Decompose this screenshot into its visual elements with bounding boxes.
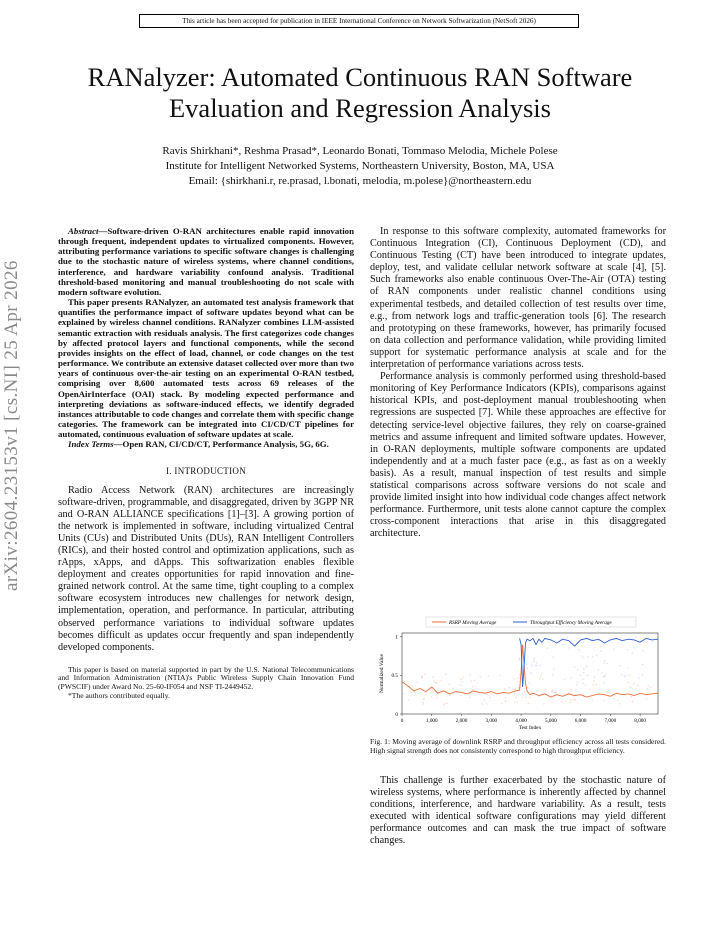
throughput-raw-point	[652, 641, 653, 642]
rsrp-raw-point	[490, 697, 491, 698]
rsrp-raw-point	[604, 682, 605, 683]
rsrp-raw-point	[637, 685, 638, 686]
rsrp-raw-point	[604, 700, 605, 701]
rsrp-raw-point	[517, 701, 518, 702]
throughput-raw-point	[601, 673, 602, 674]
rsrp-raw-point	[577, 681, 578, 682]
rsrp-raw-point	[570, 677, 571, 678]
x-tick-label: 5,000	[545, 718, 557, 724]
y-tick-label: 0	[395, 711, 398, 718]
rsrp-raw-point	[422, 675, 423, 676]
rsrp-raw-point	[432, 676, 433, 677]
y-tick-label: 1	[395, 634, 398, 641]
throughput-raw-point	[592, 656, 593, 657]
rsrp-raw-point	[529, 697, 530, 698]
rsrp-raw-point	[555, 692, 556, 693]
rsrp-raw-point	[461, 681, 462, 682]
throughput-raw-point	[533, 659, 534, 660]
rsrp-raw-point	[527, 687, 528, 688]
throughput-raw-point	[553, 668, 554, 669]
throughput-raw-point	[577, 669, 578, 670]
rsrp-raw-point	[522, 697, 523, 698]
throughput-raw-point	[583, 668, 584, 669]
rsrp-raw-point	[650, 687, 651, 688]
rsrp-raw-point	[434, 682, 435, 683]
throughput-raw-point	[605, 674, 606, 675]
rsrp-raw-point	[479, 676, 480, 677]
legend-label-rsrp: RSRP Moving Average	[449, 620, 497, 626]
rsrp-raw-point	[418, 693, 419, 694]
abstract-paragraph-1	[58, 226, 354, 297]
throughput-raw-point	[574, 667, 575, 668]
throughput-raw-point	[604, 660, 605, 661]
index-terms-label: Index Terms	[68, 439, 114, 450]
throughput-raw-point	[536, 662, 537, 663]
x-tick-label: 2,000	[455, 718, 468, 724]
rsrp-raw-point	[603, 676, 604, 677]
rsrp-raw-point	[518, 677, 519, 678]
rsrp-raw-point	[607, 691, 608, 692]
rsrp-raw-point	[422, 703, 423, 704]
rsrp-raw-point	[596, 684, 597, 685]
rsrp-raw-point	[630, 687, 631, 688]
rsrp-raw-point	[573, 699, 574, 700]
rsrp-raw-point	[628, 691, 629, 692]
right-column	[370, 226, 666, 540]
rsrp-raw-point	[472, 686, 473, 687]
throughput-raw-point	[583, 657, 584, 658]
rsrp-raw-point	[445, 674, 446, 675]
right-paragraph-2: Performance analysis is commonly performed using threshold-based monitoring of Key Performance Indicators (KPIs), comparisons against historical KPIs, and post-deployment manual troubleshooting when regressions are suspected [7]. While these approaches are effective for detecting service-level objective failures, they rely on coarse-grained metrics and assume infrequent and limited software updates. However, in O-RAN deployments, multiple software components are updated independently and at a much faster pace (e.g., as fast as on a weekly basis). As a result, manual inspection of test results and simple statistical comparisons across software versions do not scale and provide limited insight into how individual code changes affect network performance. Furthermore, unit tests alone cannot capture the complex cross-component interactions that arise in this disaggregated architecture.	[370, 371, 666, 540]
rsrp-raw-point	[540, 676, 541, 677]
throughput-raw-point	[627, 649, 628, 650]
throughput-raw-point	[592, 639, 593, 640]
email-line: Email: {shirkhani.r, re.prasad, l.bonati, melodia, m.polese}@northeastern.edu	[188, 175, 532, 187]
x-tick-label: 6,000	[574, 718, 587, 724]
rsrp-raw-point	[505, 697, 506, 698]
rsrp-raw-point	[582, 683, 583, 684]
rsrp-raw-point	[473, 689, 474, 690]
rsrp-raw-point	[585, 684, 586, 685]
rsrp-raw-point	[614, 699, 615, 700]
rsrp-raw-point	[515, 697, 516, 698]
throughput-raw-point	[526, 664, 527, 665]
rsrp-raw-point	[482, 703, 483, 704]
rsrp-raw-point	[575, 699, 576, 700]
rsrp-raw-point	[431, 697, 432, 698]
intro-paragraph-1: Radio Access Network (RAN) architectures are increasingly software-driven, programmable, and disaggregated, driven by 3GPP NR and O-RAN ALLIANCE specifications [1]–[3]. A growing portion of the network is implemented in software, including virtualized Central Units (CUs) and Distributed Units (DUs), RAN Intelligent Controllers (RICs), and their hosted control and optimization applications, such as rApps, xApps, and dApps. This softwarization enables flexible deployment and creates opportunities for rapid innovation and fine-grained network control. At the same time, tight coupling to a complex software ecosystem introduces new challenges for network design, implementation, operation, and performance. In particular, attributing observed performance variations to individual software updates becomes difficult as updates occur frequently and span independently developed components.	[58, 484, 354, 653]
throughput-raw-point	[633, 647, 634, 648]
rsrp-raw-point	[403, 693, 404, 694]
rsrp-raw-point	[647, 685, 648, 686]
author-names: Ravis Shirkhani*, Reshma Prasad*, Leonardo Bonati, Tommaso Melodia, Michele Polese	[162, 145, 558, 157]
rsrp-raw-point	[470, 675, 471, 676]
throughput-raw-point	[635, 636, 636, 637]
throughput-raw-point	[562, 644, 563, 645]
rsrp-raw-point	[537, 691, 538, 692]
throughput-raw-point	[606, 663, 607, 664]
throughput-raw-point	[600, 651, 601, 652]
rsrp-raw-point	[423, 699, 424, 700]
throughput-raw-point	[533, 661, 534, 662]
rsrp-raw-point	[576, 684, 577, 685]
rsrp-raw-point	[460, 695, 461, 696]
rsrp-raw-point	[415, 693, 416, 694]
rsrp-raw-point	[433, 680, 434, 681]
rsrp-raw-point	[491, 693, 492, 694]
rsrp-raw-point	[539, 678, 540, 679]
rsrp-raw-point	[518, 687, 519, 688]
rsrp-raw-point	[529, 682, 530, 683]
throughput-raw-point	[536, 665, 537, 666]
throughput-raw-point	[587, 675, 588, 676]
rsrp-raw-point	[528, 702, 529, 703]
index-terms	[58, 439, 354, 449]
rsrp-raw-point	[449, 695, 450, 696]
throughput-raw-point	[642, 650, 643, 651]
rsrp-raw-point	[460, 685, 461, 686]
left-column	[58, 226, 354, 700]
figure-1-caption: Fig. 1: Moving average of downlink RSRP and throughput efficiency across all tests considered. High signal strength does not consistently correspond to high throughput efficiency.	[370, 737, 666, 755]
rsrp-raw-point	[487, 694, 488, 695]
rsrp-raw-point	[592, 700, 593, 701]
throughput-raw-point	[527, 668, 528, 669]
rsrp-raw-point	[444, 703, 445, 704]
rsrp-raw-point	[424, 673, 425, 674]
throughput-raw-point	[578, 649, 579, 650]
rsrp-raw-point	[631, 696, 632, 697]
rsrp-raw-point	[472, 693, 473, 694]
x-tick-label: 1,000	[425, 718, 438, 724]
rsrp-raw-point	[621, 674, 622, 675]
rsrp-raw-point	[474, 680, 475, 681]
rsrp-raw-point	[501, 703, 502, 704]
rsrp-raw-point	[448, 684, 449, 685]
throughput-raw-point	[580, 655, 581, 656]
rsrp-raw-point	[453, 688, 454, 689]
rsrp-raw-point	[570, 699, 571, 700]
rsrp-raw-point	[593, 680, 594, 681]
rsrp-raw-point	[509, 687, 510, 688]
throughput-raw-point	[582, 678, 583, 679]
publication-banner: This article has been accepted for publication in IEEE International Conference on Network Softwarization (NetSoft 2026)	[139, 14, 579, 28]
rsrp-raw-point	[423, 698, 424, 699]
throughput-raw-point	[586, 665, 587, 666]
throughput-raw-point	[583, 642, 584, 643]
rsrp-raw-point	[423, 702, 424, 703]
rsrp-raw-point	[504, 688, 505, 689]
rsrp-raw-point	[441, 680, 442, 681]
throughput-raw-point	[579, 650, 580, 651]
throughput-raw-point	[571, 639, 572, 640]
affiliation: Institute for Intelligent Networked Systems, Northeastern University, Boston, MA, USA	[165, 160, 555, 172]
rsrp-raw-point	[633, 683, 634, 684]
throughput-raw-point	[580, 675, 581, 676]
right-paragraph-1: In response to this software complexity, automated frameworks for Continuous Integration (CI), Continuous Deployment (CD), and Continuous Testing (CT) have been introduced to integrate updates, deploy, test, and validate cellular network software at scale [4], [5]. Such frameworks also enable continuous Over-The-Air (OTA) testing of RAN components under realistic channel conditions using experimental testbeds, and detailed collection of test results over time, e.g., from network logs and traffic-generation tools [6]. The research and prototyping on these frameworks, however, has primarily focused on data collection and performance validation, while providing limited support for systematic performance analysis at scale and for the interpretation of performance variations across tests.	[370, 226, 666, 371]
x-tick-label: 4,000	[515, 718, 527, 724]
throughput-raw-point	[530, 672, 531, 673]
rsrp-raw-point	[413, 691, 414, 692]
throughput-raw-point	[531, 666, 532, 667]
arxiv-stamp: arXiv:2604.23153v1 [cs.NI] 25 Apr 2026	[1, 260, 22, 591]
footnote-funding: This paper is based on material supported in part by the U.S. National Telecommunications and Information Administration (NTIA)'s Public Wireless Supply Chain Innovation Fund (PWSCIF) under Award No. 25-60-IF054 and NSF TI-2449452.	[58, 664, 354, 692]
x-axis-label: Test Index	[518, 725, 542, 731]
rsrp-raw-point	[499, 675, 500, 676]
rsrp-raw-point	[514, 692, 515, 693]
footnotes	[58, 666, 354, 700]
rsrp-raw-point	[593, 684, 594, 685]
rsrp-raw-point	[513, 689, 514, 690]
rsrp-raw-point	[545, 689, 546, 690]
rsrp-raw-point	[514, 678, 515, 679]
throughput-raw-point	[624, 676, 625, 677]
rsrp-raw-point	[552, 690, 553, 691]
rsrp-raw-point	[568, 692, 569, 693]
throughput-raw-point	[519, 659, 520, 660]
rsrp-raw-point	[632, 701, 633, 702]
rsrp-raw-point	[514, 702, 515, 703]
rsrp-raw-point	[639, 677, 640, 678]
rsrp-raw-point	[519, 674, 520, 675]
throughput-raw-point	[627, 668, 628, 669]
throughput-raw-point	[632, 653, 633, 654]
throughput-raw-point	[534, 665, 535, 666]
paper-title: RANalyzer: Automated Continuous RAN Software Evaluation and Regression Analysis	[87, 62, 633, 123]
rsrp-raw-point	[617, 700, 618, 701]
rsrp-raw-point	[483, 699, 484, 700]
throughput-raw-point	[552, 656, 553, 657]
x-tick-label: 0	[400, 718, 404, 724]
throughput-raw-point	[604, 676, 605, 677]
throughput-raw-point	[542, 678, 543, 679]
throughput-raw-point	[603, 662, 604, 663]
section-heading-introduction: I. INTRODUCTION	[166, 466, 246, 477]
x-tick-label: 7,000	[604, 718, 617, 724]
throughput-raw-point	[613, 649, 614, 650]
rsrp-raw-point	[408, 699, 409, 700]
footnote-equal-contribution: *The authors contributed equally.	[68, 690, 170, 700]
rsrp-raw-point	[515, 688, 516, 689]
throughput-raw-point	[636, 647, 637, 648]
throughput-raw-point	[539, 665, 540, 666]
throughput-raw-point	[594, 676, 595, 677]
rsrp-raw-point	[564, 678, 565, 679]
figure-1-chart	[370, 614, 666, 734]
throughput-raw-point	[625, 675, 626, 676]
rsrp-raw-point	[421, 677, 422, 678]
rsrp-raw-point	[525, 696, 526, 697]
throughput-raw-point	[568, 647, 569, 648]
rsrp-raw-point	[628, 675, 629, 676]
rsrp-raw-point	[570, 702, 571, 703]
rsrp-raw-point	[470, 693, 471, 694]
abstract-text-1: Software-driven O-RAN architectures enable rapid innovation through frequent, independent updates to virtualized components. However, attributing performance variations to specific software changes is challenging due to the stochastic nature of wireless systems, where channel conditions, interference, and hardware variability confound analysis. Traditional threshold-based monitoring and manual troubleshooting do not scale with modern software evolution.	[58, 226, 354, 297]
rsrp-raw-point	[543, 703, 544, 704]
rsrp-raw-point	[469, 697, 470, 698]
rsrp-raw-point	[417, 681, 418, 682]
rsrp-raw-point	[561, 701, 562, 702]
throughput-raw-point	[547, 648, 548, 649]
rsrp-raw-point	[517, 681, 518, 682]
rsrp-raw-point	[435, 682, 436, 683]
throughput-raw-point	[619, 665, 620, 666]
y-axis-label: Normalized Value	[379, 654, 385, 693]
x-tick-label: 8,000	[634, 718, 646, 724]
abstract-label: Abstract—	[68, 226, 108, 236]
throughput-raw-point	[519, 658, 520, 659]
rsrp-raw-point	[432, 690, 433, 691]
rsrp-raw-point	[471, 680, 472, 681]
rsrp-raw-point	[524, 691, 525, 692]
abstract	[58, 226, 354, 449]
throughput-raw-point	[598, 669, 599, 670]
rsrp-raw-point	[410, 692, 411, 693]
rsrp-raw-point	[541, 673, 542, 674]
right-paragraph-3: This challenge is further exacerbated by the stochastic nature of wireless systems, where performance is inherently affected by channel conditions, interference, and hardware variability. As a result, tests executed with identical software configurations may yield different performance outcomes and can mask the true impact of software changes.	[370, 775, 666, 847]
rsrp-raw-point	[646, 698, 647, 699]
rsrp-raw-point	[443, 704, 444, 705]
rsrp-raw-point	[647, 688, 648, 689]
rsrp-raw-point	[627, 682, 628, 683]
rsrp-raw-point	[462, 677, 463, 678]
y-tick-label: 0.5	[391, 673, 398, 680]
rsrp-raw-point	[505, 701, 506, 702]
index-terms-text: —Open RAN, CI/CD/CT, Performance Analysis, 5G, 6G.	[113, 439, 329, 450]
rsrp-raw-point	[488, 675, 489, 676]
throughput-raw-point	[531, 664, 532, 665]
rsrp-raw-point	[619, 703, 620, 704]
author-block	[40, 144, 680, 189]
plot-frame	[402, 633, 658, 714]
throughput-raw-point	[642, 664, 643, 665]
abstract-paragraph-2: This paper presents RANalyzer, an automated test analysis framework that quantifies the performance impact of software updates beyond what can be explained by wireless channel conditions. RANalyzer combines LLM-assisted semantic extraction with residuals analysis. The first categorizes code changes by affected protocol layers and functional components, while the second provides insights on the effect of load, channel, or code changes on the test performance. We contribute an extensive dataset collected over more than two years of continuous over-the-air testing on an experimental O-RAN testbed, comprising over 8,600 automated tests across 69 releases of the OpenAirInterface (OAI) stack. By modeling expected performance and interpreting deviations as software-induced effects, we identify degraded instances attributable to code changes and correlate them with specific change categories. The framework can be integrated into CI/CD/CT pipelines for automated, continuous evaluation of software updates at scale.	[58, 297, 354, 440]
throughput-raw-point	[583, 672, 584, 673]
rsrp-raw-point	[436, 697, 437, 698]
throughput-raw-point	[588, 656, 589, 657]
throughput-raw-point	[596, 655, 597, 656]
rsrp-raw-point	[642, 674, 643, 675]
rsrp-raw-point	[571, 689, 572, 690]
rsrp-raw-point	[486, 703, 487, 704]
rsrp-raw-point	[403, 681, 404, 682]
rsrp-raw-point	[446, 702, 447, 703]
rsrp-raw-point	[552, 674, 553, 675]
legend-label-throughput: Throughput Efficiency Moving Average	[530, 620, 612, 626]
throughput-raw-point	[581, 642, 582, 643]
throughput-raw-point	[567, 637, 568, 638]
x-tick-label: 3,000	[485, 718, 498, 724]
rsrp-raw-point	[530, 690, 531, 691]
throughput-raw-point	[534, 658, 535, 659]
rsrp-raw-point	[589, 689, 590, 690]
rsrp-raw-point	[460, 678, 461, 679]
